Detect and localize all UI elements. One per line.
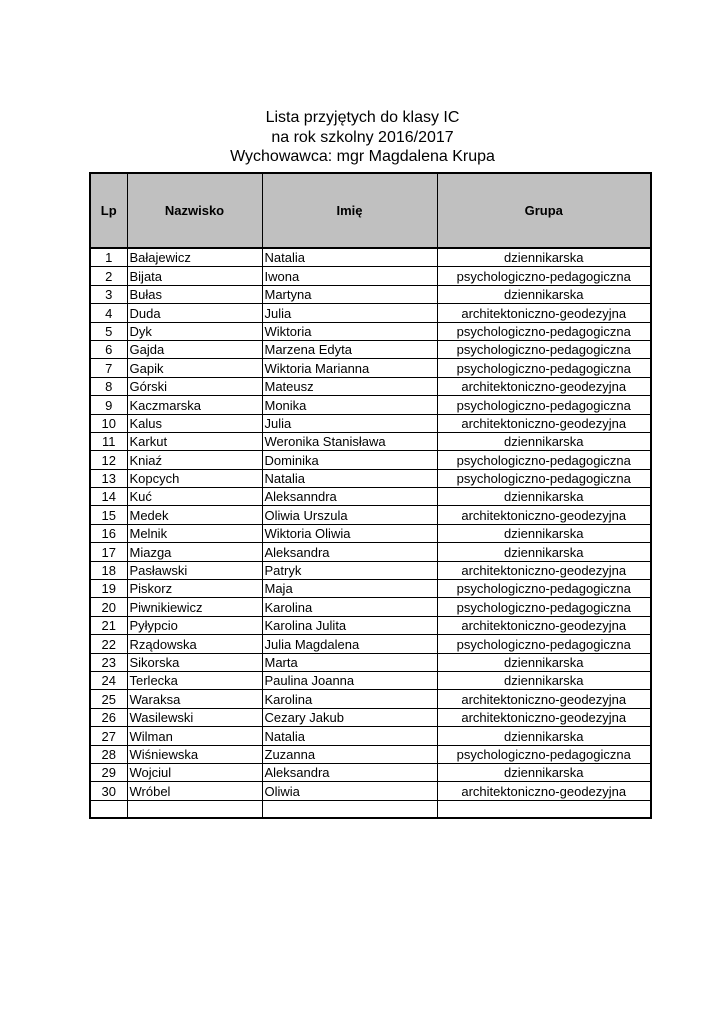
cell-nazwisko: Kniaź — [127, 451, 262, 469]
cell-imie: Aleksanndra — [262, 488, 437, 506]
cell-lp: 18 — [90, 561, 127, 579]
cell-nazwisko: Waraksa — [127, 690, 262, 708]
table-row — [90, 543, 651, 561]
cell-grupa: architektoniczno-geodezyjna — [437, 690, 651, 708]
table-row — [90, 561, 651, 579]
cell-grupa: dziennikarska — [437, 488, 651, 506]
header-nazwisko: Nazwisko — [127, 173, 262, 248]
cell-grupa: architektoniczno-geodezyjna — [437, 414, 651, 432]
table-row — [90, 782, 651, 800]
cell-lp: 14 — [90, 488, 127, 506]
cell-imie: Oliwia — [262, 782, 437, 800]
cell-nazwisko: Bałajewicz — [127, 248, 262, 267]
cell-imie: Marta — [262, 653, 437, 671]
cell-lp: 15 — [90, 506, 127, 524]
table-row — [90, 285, 651, 303]
cell-lp: 20 — [90, 598, 127, 616]
cell-lp: 3 — [90, 285, 127, 303]
cell-nazwisko: Wróbel — [127, 782, 262, 800]
table-row — [90, 745, 651, 763]
table-row — [90, 304, 651, 322]
cell-imie: Karolina — [262, 598, 437, 616]
table-row — [90, 763, 651, 781]
cell-lp: 28 — [90, 745, 127, 763]
table-row — [90, 432, 651, 450]
cell-grupa: psychologiczno-pedagogiczna — [437, 359, 651, 377]
cell-imie: Natalia — [262, 248, 437, 267]
cell-grupa: psychologiczno-pedagogiczna — [437, 396, 651, 414]
cell-nazwisko: Wilman — [127, 727, 262, 745]
cell-imie: Patryk — [262, 561, 437, 579]
cell-imie: Monika — [262, 396, 437, 414]
cell-imie: Cezary Jakub — [262, 708, 437, 726]
cell-grupa: architektoniczno-geodezyjna — [437, 782, 651, 800]
cell-imie: Aleksandra — [262, 763, 437, 781]
header-lp: Lp — [90, 173, 127, 248]
cell-grupa: dziennikarska — [437, 653, 651, 671]
cell-imie: Natalia — [262, 727, 437, 745]
table-row — [90, 267, 651, 285]
cell-grupa: psychologiczno-pedagogiczna — [437, 340, 651, 358]
cell-nazwisko: Górski — [127, 377, 262, 395]
cell-nazwisko: Gajda — [127, 340, 262, 358]
cell-lp: 4 — [90, 304, 127, 322]
cell-grupa: psychologiczno-pedagogiczna — [437, 267, 651, 285]
cell-lp: 1 — [90, 248, 127, 267]
cell-imie: Martyna — [262, 285, 437, 303]
cell-nazwisko: Medek — [127, 506, 262, 524]
table-row — [90, 671, 651, 689]
cell-imie: Natalia — [262, 469, 437, 487]
cell-lp: 8 — [90, 377, 127, 395]
table-row — [90, 524, 651, 542]
cell-imie: Aleksandra — [262, 543, 437, 561]
cell-imie: Wiktoria Oliwia — [262, 524, 437, 542]
table-row — [90, 359, 651, 377]
cell-grupa: architektoniczno-geodezyjna — [437, 561, 651, 579]
cell-imie: Dominika — [262, 451, 437, 469]
cell-imie: Mateusz — [262, 377, 437, 395]
cell-nazwisko: Kopcych — [127, 469, 262, 487]
cell-grupa: dziennikarska — [437, 432, 651, 450]
cell-lp: 2 — [90, 267, 127, 285]
cell-nazwisko: Dyk — [127, 322, 262, 340]
cell-lp: 16 — [90, 524, 127, 542]
cell-grupa: dziennikarska — [437, 248, 651, 267]
table-row — [90, 653, 651, 671]
cell-lp: 17 — [90, 543, 127, 561]
table-row — [90, 377, 651, 395]
table-row — [90, 708, 651, 726]
cell-imie: Oliwia Urszula — [262, 506, 437, 524]
cell-imie: Iwona — [262, 267, 437, 285]
cell-nazwisko: Miazga — [127, 543, 262, 561]
cell-imie: Julia — [262, 414, 437, 432]
table-row — [90, 340, 651, 358]
cell-lp: 19 — [90, 580, 127, 598]
cell-imie: Wiktoria Marianna — [262, 359, 437, 377]
cell-nazwisko: Sikorska — [127, 653, 262, 671]
table-row — [90, 616, 651, 634]
title-line-teacher: Wychowawca: mgr Magdalena Krupa — [230, 148, 495, 165]
cell-nazwisko: Karkut — [127, 432, 262, 450]
title-line-class: Lista przyjętych do klasy IC — [265, 109, 460, 126]
cell-nazwisko: Kaczmarska — [127, 396, 262, 414]
cell-grupa: psychologiczno-pedagogiczna — [437, 745, 651, 763]
cell-lp: 25 — [90, 690, 127, 708]
table-row — [90, 488, 651, 506]
cell-lp: 10 — [90, 414, 127, 432]
cell-lp: 23 — [90, 653, 127, 671]
cell-lp: 6 — [90, 340, 127, 358]
cell-grupa: psychologiczno-pedagogiczna — [437, 598, 651, 616]
cell-grupa: architektoniczno-geodezyjna — [437, 304, 651, 322]
cell-nazwisko: Wojciul — [127, 763, 262, 781]
title-line-school-year: na rok szkolny 2016/2017 — [271, 128, 454, 146]
empty-cell — [127, 800, 262, 818]
cell-grupa: architektoniczno-geodezyjna — [437, 506, 651, 524]
empty-cell — [262, 800, 437, 818]
cell-nazwisko: Bułas — [127, 285, 262, 303]
table-row — [90, 506, 651, 524]
cell-nazwisko: Terlecka — [127, 671, 262, 689]
cell-nazwisko: Gapik — [127, 359, 262, 377]
cell-lp: 26 — [90, 708, 127, 726]
cell-lp: 22 — [90, 635, 127, 653]
cell-lp: 29 — [90, 763, 127, 781]
cell-lp: 12 — [90, 451, 127, 469]
cell-nazwisko: Pasławski — [127, 561, 262, 579]
cell-nazwisko: Rządowska — [127, 635, 262, 653]
table-row — [90, 469, 651, 487]
cell-imie: Paulina Joanna — [262, 671, 437, 689]
cell-nazwisko: Melnik — [127, 524, 262, 542]
cell-grupa: dziennikarska — [437, 285, 651, 303]
cell-nazwisko: Wiśniewska — [127, 745, 262, 763]
table-row — [90, 414, 651, 432]
cell-imie: Maja — [262, 580, 437, 598]
table-row — [90, 322, 651, 340]
cell-nazwisko: Kuć — [127, 488, 262, 506]
table-row — [90, 690, 651, 708]
cell-lp: 11 — [90, 432, 127, 450]
cell-lp: 9 — [90, 396, 127, 414]
admission-table — [89, 172, 652, 819]
cell-imie: Karolina — [262, 690, 437, 708]
cell-lp: 21 — [90, 616, 127, 634]
cell-nazwisko: Pyłypcio — [127, 616, 262, 634]
cell-imie: Marzena Edyta — [262, 340, 437, 358]
cell-grupa: dziennikarska — [437, 671, 651, 689]
cell-lp: 24 — [90, 671, 127, 689]
table-row — [90, 635, 651, 653]
cell-nazwisko: Piskorz — [127, 580, 262, 598]
cell-grupa: dziennikarska — [437, 727, 651, 745]
table-row — [90, 451, 651, 469]
cell-grupa: psychologiczno-pedagogiczna — [437, 322, 651, 340]
cell-grupa: architektoniczno-geodezyjna — [437, 708, 651, 726]
cell-grupa: architektoniczno-geodezyjna — [437, 616, 651, 634]
cell-imie: Wiktoria — [262, 322, 437, 340]
cell-imie: Julia — [262, 304, 437, 322]
table-row — [90, 248, 651, 267]
cell-grupa: psychologiczno-pedagogiczna — [437, 580, 651, 598]
cell-nazwisko: Piwnikiewicz — [127, 598, 262, 616]
cell-lp: 30 — [90, 782, 127, 800]
cell-grupa: psychologiczno-pedagogiczna — [437, 451, 651, 469]
table-row — [90, 396, 651, 414]
cell-imie: Julia Magdalena — [262, 635, 437, 653]
table-header-row — [90, 173, 651, 248]
cell-grupa: psychologiczno-pedagogiczna — [437, 635, 651, 653]
cell-imie: Karolina Julita — [262, 616, 437, 634]
cell-grupa: psychologiczno-pedagogiczna — [437, 469, 651, 487]
cell-lp: 5 — [90, 322, 127, 340]
document-title — [0, 108, 725, 167]
cell-grupa: dziennikarska — [437, 524, 651, 542]
cell-grupa: architektoniczno-geodezyjna — [437, 377, 651, 395]
table-body — [90, 248, 651, 818]
cell-lp: 7 — [90, 359, 127, 377]
cell-imie: Zuzanna — [262, 745, 437, 763]
cell-grupa: dziennikarska — [437, 543, 651, 561]
cell-imie: Weronika Stanisława — [262, 432, 437, 450]
header-grupa: Grupa — [437, 173, 651, 248]
table-row-empty — [90, 800, 651, 818]
cell-lp: 27 — [90, 727, 127, 745]
cell-nazwisko: Wasilewski — [127, 708, 262, 726]
header-imie: Imię — [262, 173, 437, 248]
table-row — [90, 727, 651, 745]
empty-cell — [90, 800, 127, 818]
table-row — [90, 580, 651, 598]
empty-cell — [437, 800, 651, 818]
cell-lp: 13 — [90, 469, 127, 487]
table-row — [90, 598, 651, 616]
cell-grupa: dziennikarska — [437, 763, 651, 781]
cell-nazwisko: Kalus — [127, 414, 262, 432]
cell-nazwisko: Duda — [127, 304, 262, 322]
cell-nazwisko: Bijata — [127, 267, 262, 285]
